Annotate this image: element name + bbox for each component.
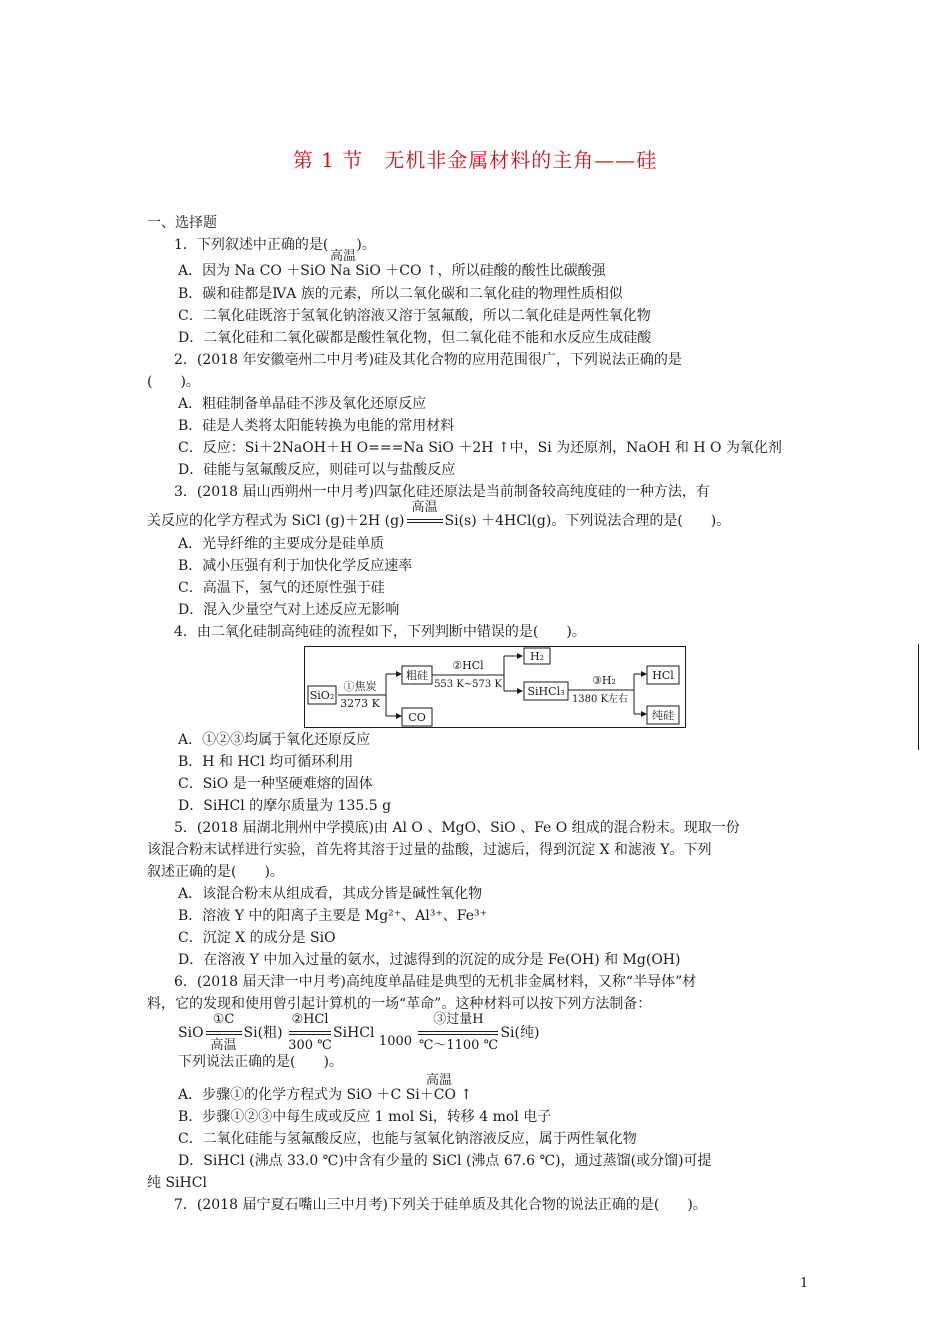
temp1-label: 3273 K: [340, 697, 380, 710]
sihcl3-label: SiHCl₃: [527, 685, 565, 698]
q4-option-a: A．①②③均属于氧化还原反应: [178, 732, 371, 748]
q3-reaction-arrow: 高温: [405, 512, 445, 530]
q1-option-c: C．二氧化硅既溶于氢氧化钠溶液又溶于氢氟酸，所以二氧化硅是两性氧化物: [178, 308, 651, 324]
sio2-label: SiO₂: [309, 689, 335, 702]
q6-option-d-line1: D．SiHCl (沸点 33.0 ℃)中含有少量的 SiCl (沸点 67.6 ℃)，通过蒸馏(或分馏)可提: [178, 1153, 712, 1169]
section-heading: 一、选择题: [147, 215, 217, 231]
margin-rule: [918, 644, 919, 750]
crude-si-label: 粗硅: [406, 669, 428, 682]
q1-option-a: A．因为 Na CO ＋SiO Na SiO ＋CO ↑，所以硅酸的酸性比碳酸强 高温: [178, 249, 606, 279]
q3-option-d: D．混入少量空气对上述反应无影响: [178, 602, 400, 618]
q6-stem-line3: 下列说法正确的是( )。: [178, 1054, 343, 1070]
q4-option-b: B．H 和 HCl 均可循环利用: [178, 754, 354, 770]
chain-arrow-1: ①C 高温: [204, 1024, 244, 1042]
q2-stem-line2: ( )。: [147, 374, 200, 390]
q4-option-d: D．SiHCl 的摩尔质量为 135.5 g: [178, 798, 392, 814]
flow-diagram: [304, 646, 686, 728]
q6-option-d-line2: 纯 SiHCl: [147, 1175, 207, 1191]
step2-label: ②HCl: [452, 659, 484, 672]
q2-option-c: C．反应：Si＋2NaOH＋H O===Na SiO ＋2H ↑中，Si 为还原剂，NaOH 和 H O 为氧化剂: [178, 440, 782, 456]
q6-stem-line1: 6．(2018 届天津一中月考)高纯度单晶硅是典型的无机非金属材料，又称“半导体”材: [174, 974, 697, 990]
q5-stem-line2: 该混合粉末试样进行实验，首先将其溶于过量的盐酸，过滤后，得到沉淀 X 和滤液 Y。下列: [147, 842, 712, 858]
h2-label: H₂: [529, 650, 545, 663]
q3-option-c: C．高温下，氢气的还原性强于硅: [178, 580, 385, 596]
q6-reaction-chain: SiO ①C 高温 Si(粗) ②HCl 300 ℃ SiHCl 1000 ③过量H ℃～1100 ℃ Si(纯): [178, 1012, 540, 1053]
q5-option-b: B．溶液 Y 中的阳离子主要是 Mg²⁺、Al³⁺、Fe³⁺: [178, 908, 488, 924]
q7-stem: 7．(2018 届宁夏石嘴山三中月考)下列关于硅单质及其化合物的说法正确的是( )。: [174, 1197, 707, 1213]
q1-option-d: D．二氧化硅和二氧化碳都是酸性氧化物，但二氧化硅不能和水反应生成硅酸: [178, 330, 652, 346]
q6-stem-line2: 料，它的发现和使用曾引起计算机的一场“革命”。这种材料可以按下列方法制备：: [147, 996, 652, 1012]
q1-stem: 1．下列叙述中正确的是( )。: [174, 237, 376, 253]
q1-condition: 高温: [330, 249, 357, 264]
q1-option-b: B．碳和硅都是ⅣA 族的元素，所以二氧化碳和二氧化硅的物理性质相似: [178, 286, 623, 302]
step3-label: ③H₂: [592, 674, 616, 687]
step1-label: ①焦炭: [343, 680, 377, 693]
q2-option-d: D．硅能与氢氟酸反应，则硅可以与盐酸反应: [178, 462, 456, 478]
co-label: CO: [408, 711, 426, 724]
q6-condition: 高温: [426, 1073, 453, 1088]
temp2-label: 553 K~573 K: [434, 679, 502, 690]
q5-option-d: D．在溶液 Y 中加入过量的氨水，过滤得到的沉淀的成分是 Fe(OH) 和 Mg(OH): [178, 952, 681, 968]
q5-stem-line3: 叙述正确的是( )。: [147, 864, 284, 880]
q5-option-a: A．该混合粉末从组成看，其成分皆是碱性氧化物: [178, 886, 483, 902]
q2-option-a: A．粗硅制备单晶硅不涉及氧化还原反应: [178, 396, 427, 412]
chain-arrow-2: ②HCl 300 ℃: [288, 1012, 332, 1053]
chain-arrow-3: ③过量H ℃～1100 ℃: [418, 1012, 499, 1053]
q3-option-a: A．光导纤维的主要成分是硅单质: [178, 536, 385, 552]
page-number: 1: [800, 1276, 809, 1291]
q3-stem-line1: 3．(2018 届山西朔州一中月考)四氯化硅还原法是当前制备较高纯度硅的一种方法，有: [174, 484, 710, 500]
temp3-label: 1380 K左右: [571, 694, 629, 705]
q2-stem-line1: 2．(2018 年安徽亳州二中月考)硅及其化合物的应用范围很广，下列说法正确的是: [174, 352, 682, 368]
page-title: 第 1 节 无机非金属材料的主角——硅: [292, 148, 658, 172]
q5-option-c: C．沉淀 X 的成分是 SiO: [178, 930, 336, 946]
q6-option-b: B．步骤①②③中每生成或反应 1 mol Si，转移 4 mol 电子: [178, 1109, 552, 1125]
q6-option-c: C．二氧化硅能与氢氟酸反应，也能与氢氧化钠溶液反应，属于两性氧化物: [178, 1131, 637, 1147]
q3-stem-line2: 关反应的化学方程式为 SiCl (g)＋2H (g) 高温 Si(s) ＋4HCl(g)。下列说法合理的是( )。: [147, 500, 731, 529]
pure-si-label: 纯硅: [652, 709, 674, 722]
q3-option-b: B．减小压强有利于加快化学反应速率: [178, 558, 413, 574]
q4-option-c: C．SiO 是一种坚硬难熔的固体: [178, 776, 373, 792]
q2-option-b: B．硅是人类将太阳能转换为电能的常用材料: [178, 418, 455, 434]
q6-option-a: A．步骤①的化学方程式为 SiO ＋C Si＋CO ↑ 高温: [178, 1073, 473, 1103]
hcl-label: HCl: [652, 669, 674, 682]
q4-stem: 4．由二氧化硅制高纯硅的流程如下，下列判断中错误的是( )。: [174, 624, 586, 640]
q5-stem-line1: 5．(2018 届湖北荆州中学摸底)由 Al O 、MgO、SiO 、Fe O 组成的混合粉末。现取一份: [174, 820, 740, 836]
